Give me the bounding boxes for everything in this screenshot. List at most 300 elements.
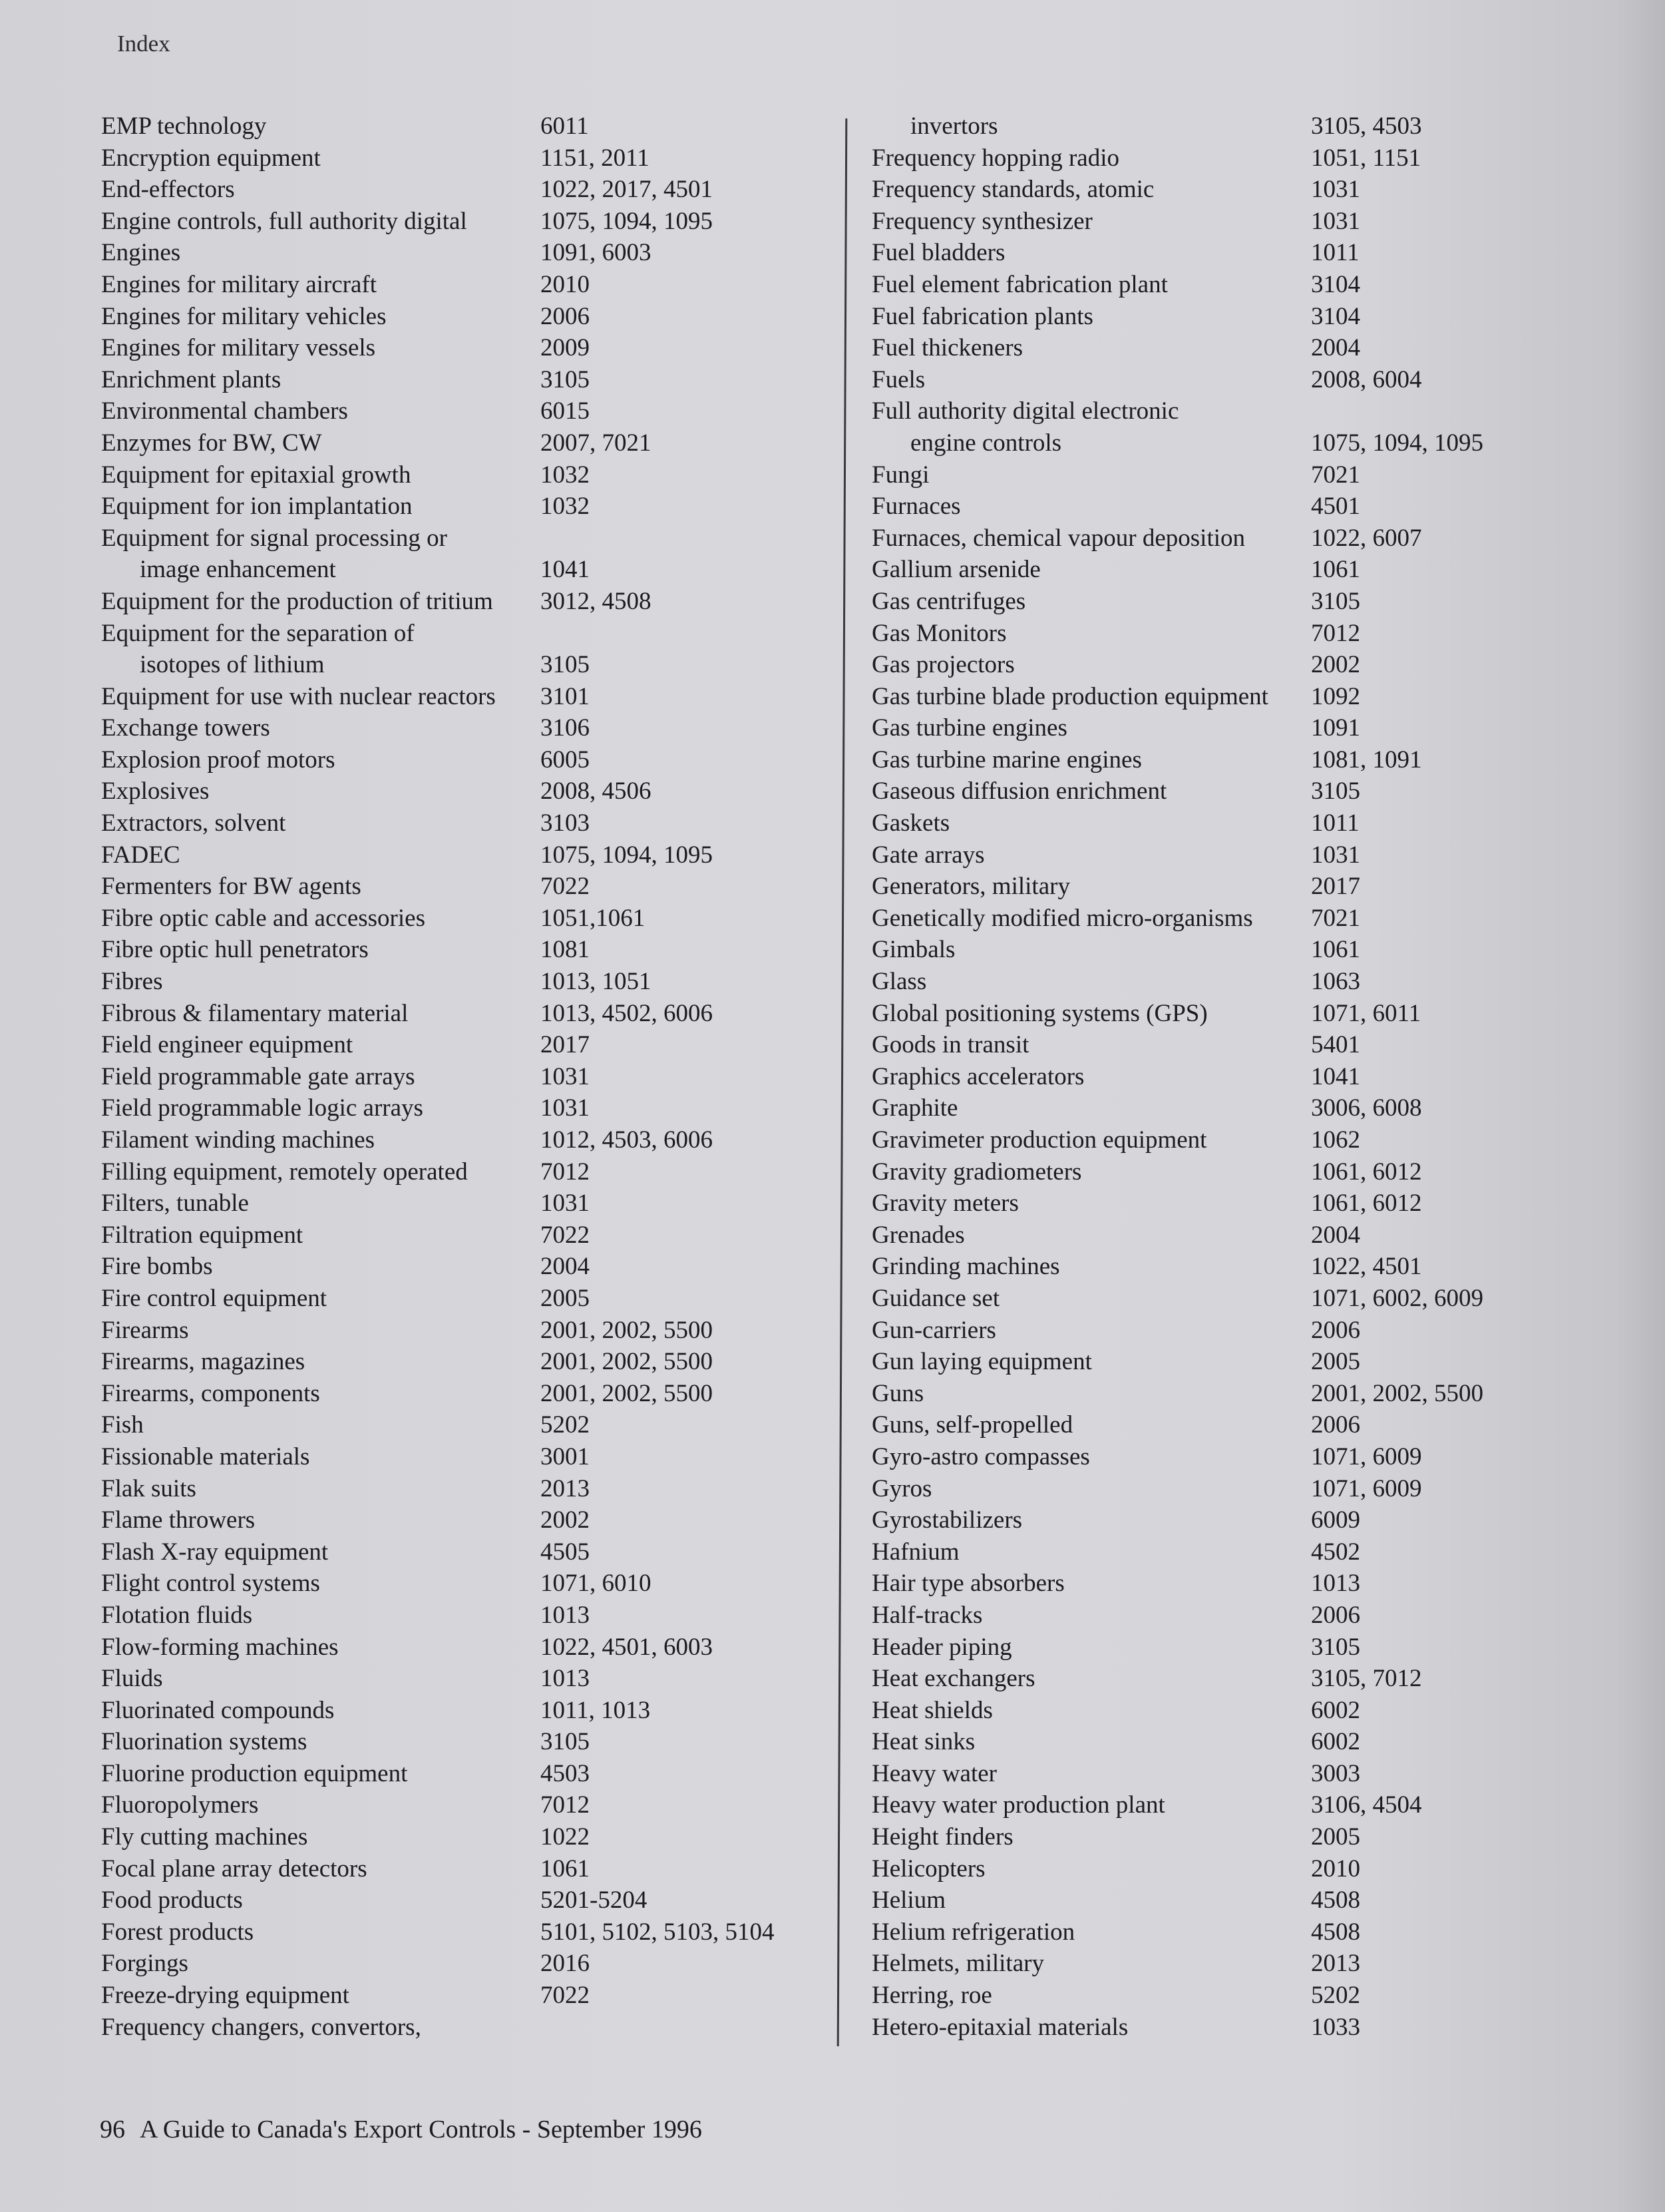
index-page-refs: 3105 xyxy=(1311,777,1360,805)
index-page-refs: 3001 xyxy=(540,1442,590,1470)
index-term-line: Engines for military vessels xyxy=(101,334,376,362)
index-term xyxy=(101,1219,303,1251)
index-term-line: Field engineer equipment xyxy=(101,1031,353,1059)
index-term-line: Filament winding machines xyxy=(101,1126,375,1154)
index-term xyxy=(872,1378,924,1410)
index-term-line: Gun-carriers xyxy=(872,1316,996,1344)
index-entry xyxy=(872,395,1590,459)
index-page-refs: 3106, 4504 xyxy=(1311,1791,1422,1819)
index-term xyxy=(101,1251,213,1283)
publication-title: A Guide to Canada's Export Controls - September 1996 xyxy=(140,2115,702,2143)
index-term-line: Hafnium xyxy=(872,1538,960,1566)
index-term-line: Grinding machines xyxy=(872,1253,1060,1281)
index-term xyxy=(872,1029,1029,1061)
index-page-refs: 1062 xyxy=(1311,1126,1360,1154)
index-term-line: Fibre optic hull penetrators xyxy=(101,936,369,964)
index-entry xyxy=(872,1409,1590,1441)
index-page-refs: 3105 xyxy=(540,651,590,679)
index-entry xyxy=(872,1821,1590,1853)
index-term-line: Equipment for the separation of xyxy=(101,619,415,647)
index-term xyxy=(101,269,377,301)
index-term-line: Enrichment plants xyxy=(101,365,281,393)
index-term xyxy=(872,364,925,396)
index-term-line: Gaseous diffusion enrichment xyxy=(872,777,1167,805)
index-term xyxy=(872,839,984,871)
index-entry xyxy=(101,1568,820,1600)
index-page-refs: 5101, 5102, 5103, 5104 xyxy=(540,1918,775,1946)
index-entry xyxy=(101,1346,820,1378)
index-page-refs: 6009 xyxy=(1311,1506,1360,1534)
index-entry xyxy=(101,1283,820,1315)
index-term-line: Fuel element fabrication plant xyxy=(872,270,1168,298)
index-term-line: Fluorine production equipment xyxy=(101,1759,408,1787)
index-term xyxy=(872,1346,1092,1378)
index-term-line: Flow-forming machines xyxy=(101,1633,339,1661)
index-page-refs: 1031 xyxy=(540,1094,590,1122)
index-page-refs: 1071, 6011 xyxy=(1311,999,1421,1027)
index-page-refs: 1013, 1051 xyxy=(540,968,651,996)
index-page-refs: 1071, 6002, 6009 xyxy=(1311,1284,1483,1312)
index-term xyxy=(101,1188,249,1219)
index-term-line: Equipment for signal processing or xyxy=(101,524,447,552)
index-term xyxy=(872,934,955,966)
index-entry xyxy=(872,1188,1590,1219)
index-entry xyxy=(101,1092,820,1124)
index-term-line: Gravity gradiometers xyxy=(872,1158,1082,1186)
index-page-refs: 1041 xyxy=(1311,1062,1360,1090)
index-page-refs: 3006, 6008 xyxy=(1311,1094,1422,1122)
index-entry xyxy=(101,206,820,238)
index-page-refs: 1051, 1151 xyxy=(1311,144,1421,172)
index-term-line: Helium refrigeration xyxy=(872,1918,1075,1946)
index-page-refs: 7012 xyxy=(540,1158,590,1186)
index-entry xyxy=(872,649,1590,681)
index-term-line: Flight control systems xyxy=(101,1570,320,1598)
index-entry xyxy=(101,903,820,935)
index-entry xyxy=(101,301,820,333)
index-entry xyxy=(101,1378,820,1410)
index-term xyxy=(872,174,1154,206)
index-term xyxy=(872,1315,996,1347)
index-term xyxy=(101,1378,320,1410)
index-entry xyxy=(872,237,1590,269)
index-page-refs: 1061 xyxy=(540,1855,590,1882)
index-entry xyxy=(872,206,1590,238)
index-term xyxy=(101,1092,423,1124)
index-term xyxy=(872,1916,1075,1948)
index-entry xyxy=(101,744,820,776)
index-term-line: Flotation fluids xyxy=(101,1601,253,1629)
index-entry xyxy=(872,1853,1590,1885)
index-term xyxy=(101,237,180,269)
index-page-refs: 1022, 2017, 4501 xyxy=(540,176,713,204)
index-entry xyxy=(872,1092,1590,1124)
index-term-line: Heat shields xyxy=(872,1696,993,1724)
index-term xyxy=(101,712,270,744)
page-footer xyxy=(100,2113,702,2145)
index-term xyxy=(101,1504,255,1536)
index-entry xyxy=(101,427,820,459)
index-page-refs: 3003 xyxy=(1311,1759,1360,1787)
index-term-line: Hetero-epitaxial materials xyxy=(872,2013,1129,2041)
index-entry xyxy=(872,1504,1590,1536)
index-term-line: Fluorinated compounds xyxy=(101,1696,335,1724)
index-term-line: Exchange towers xyxy=(101,714,270,742)
index-term-line: Full authority digital electronic xyxy=(872,397,1179,425)
index-entry xyxy=(101,1251,820,1283)
index-entry xyxy=(101,1980,820,2012)
index-page-refs: 3105 xyxy=(1311,587,1360,615)
index-term xyxy=(101,1124,375,1156)
index-term-line: Helicopters xyxy=(872,1855,986,1882)
index-term-line: Field programmable logic arrays xyxy=(101,1094,423,1122)
index-term xyxy=(101,1536,328,1568)
index-page-refs: 2005 xyxy=(1311,1823,1360,1851)
index-entry xyxy=(101,1695,820,1727)
index-page-refs: 7021 xyxy=(1311,904,1360,932)
index-entry xyxy=(872,903,1590,935)
index-term xyxy=(101,1695,334,1727)
index-page-refs: 1081 xyxy=(540,936,590,964)
index-page-refs: 1032 xyxy=(540,461,590,489)
index-term xyxy=(101,1156,468,1188)
index-entry xyxy=(872,554,1590,586)
index-entry xyxy=(101,1409,820,1441)
index-term-line: Fibre optic cable and accessories xyxy=(101,904,425,932)
index-term xyxy=(101,775,209,807)
index-entry xyxy=(872,1980,1590,2012)
index-term-line: Gas turbine engines xyxy=(872,714,1067,742)
index-term-line: Flak suits xyxy=(101,1474,196,1502)
index-term xyxy=(872,1663,1035,1695)
index-page-refs: 2004 xyxy=(540,1253,590,1281)
index-term-line: Explosives xyxy=(101,777,210,805)
index-page-refs: 1031 xyxy=(1311,207,1360,235)
index-entry xyxy=(101,1916,820,1948)
index-term xyxy=(101,1853,367,1885)
index-entry xyxy=(101,395,820,427)
index-entry xyxy=(101,807,820,839)
index-page-refs: 2006 xyxy=(540,302,590,330)
index-term-line: Equipment for use with nuclear reactors xyxy=(101,682,496,710)
index-term xyxy=(872,1853,986,1885)
index-page-refs: 4508 xyxy=(1311,1918,1360,1946)
index-page-refs: 2007, 7021 xyxy=(540,429,651,457)
index-entry xyxy=(101,586,820,618)
index-entry xyxy=(872,1632,1590,1663)
index-term-line: Gravity meters xyxy=(872,1190,1019,1217)
index-page-refs: 7022 xyxy=(540,1982,590,2010)
index-term-line: Herring, roe xyxy=(872,1982,992,2010)
index-term-line: Gaskets xyxy=(872,809,950,837)
index-term-line: Heavy water xyxy=(872,1759,997,1787)
index-term xyxy=(872,523,1245,554)
index-entry xyxy=(101,111,820,142)
index-term xyxy=(872,459,929,491)
index-term xyxy=(872,871,1070,903)
index-term xyxy=(872,1695,993,1727)
index-entry xyxy=(101,712,820,744)
index-page-refs: 1031 xyxy=(540,1062,590,1090)
index-page-refs: 2017 xyxy=(540,1031,590,1059)
index-term xyxy=(101,1789,258,1821)
index-term-line: Furnaces, chemical vapour deposition xyxy=(872,524,1245,552)
index-entry xyxy=(872,744,1590,776)
index-term xyxy=(101,1663,163,1695)
index-term-line: Forgings xyxy=(101,1950,188,1978)
index-entry xyxy=(872,269,1590,301)
index-term-line: Fluids xyxy=(101,1665,163,1693)
index-page-refs: 4505 xyxy=(540,1538,590,1566)
index-term-line: Fibres xyxy=(101,968,163,996)
index-page-refs: 2006 xyxy=(1311,1411,1360,1439)
index-page-refs: 2002 xyxy=(1311,651,1360,679)
running-header: Index xyxy=(117,31,170,57)
index-term-line: Gun laying equipment xyxy=(872,1348,1092,1376)
index-entry xyxy=(101,966,820,998)
index-term xyxy=(872,681,1268,713)
index-term xyxy=(101,364,281,396)
index-entry xyxy=(101,1315,820,1347)
index-term xyxy=(101,871,361,903)
index-page-refs: 1012, 4503, 6006 xyxy=(540,1126,713,1154)
index-entry xyxy=(872,1061,1590,1093)
index-page-refs: 1031 xyxy=(1311,176,1360,204)
index-page-refs: 1013 xyxy=(540,1601,590,1629)
index-term-line: Engine controls, full authority digital xyxy=(101,207,467,235)
index-entry xyxy=(101,1504,820,1536)
index-page-refs: 3103 xyxy=(540,809,590,837)
index-page-refs: 6002 xyxy=(1311,1728,1360,1756)
index-entry xyxy=(101,618,820,681)
index-term xyxy=(101,1029,353,1061)
index-term xyxy=(101,111,266,142)
index-term xyxy=(872,1441,1090,1473)
index-term xyxy=(101,681,496,713)
index-entry xyxy=(101,237,820,269)
index-term-line: Guns xyxy=(872,1379,924,1407)
index-term xyxy=(872,1061,1084,1093)
index-term xyxy=(872,1568,1065,1600)
index-term xyxy=(101,1409,144,1441)
index-entry xyxy=(872,1315,1590,1347)
index-term xyxy=(101,142,321,174)
index-term xyxy=(872,111,998,142)
index-term-line: FADEC xyxy=(101,841,180,869)
index-entry xyxy=(872,1219,1590,1251)
index-page-refs: 7022 xyxy=(540,1221,590,1249)
index-term xyxy=(101,1980,349,2012)
index-term-line: Frequency changers, convertors, xyxy=(101,2013,421,2041)
index-entry xyxy=(872,998,1590,1030)
index-page-refs: 2004 xyxy=(1311,334,1360,362)
index-term xyxy=(101,1346,305,1378)
index-entry xyxy=(872,1378,1590,1410)
index-entry xyxy=(101,1821,820,1853)
index-term xyxy=(872,1884,946,1916)
index-term xyxy=(872,1156,1081,1188)
index-page-refs: 4502 xyxy=(1311,1538,1360,1566)
index-entry xyxy=(872,364,1590,396)
index-term-line: invertors xyxy=(910,112,998,140)
index-term-line: Gas turbine blade production equipment xyxy=(872,682,1268,710)
index-term xyxy=(872,1536,960,1568)
index-term xyxy=(872,1758,997,1790)
index-term xyxy=(872,1188,1019,1219)
index-page-refs: 1051,1061 xyxy=(540,904,646,932)
index-entry xyxy=(872,459,1590,491)
index-term-continuation: isotopes of lithium xyxy=(140,651,325,679)
index-entry xyxy=(101,174,820,206)
index-entry xyxy=(101,839,820,871)
index-term-line: Encryption equipment xyxy=(101,144,321,172)
index-entry xyxy=(101,1188,820,1219)
index-entry xyxy=(872,1029,1590,1061)
index-page-refs: 1061 xyxy=(1311,556,1360,584)
index-entry xyxy=(101,1156,820,1188)
index-page-refs: 1075, 1094, 1095 xyxy=(540,207,713,235)
index-term xyxy=(872,618,1006,650)
index-term-line: Helium xyxy=(872,1886,946,1914)
index-term xyxy=(101,2012,421,2044)
index-page-refs: 2013 xyxy=(1311,1950,1360,1978)
index-page-refs: 1022 xyxy=(540,1823,590,1851)
index-term xyxy=(872,744,1142,776)
index-term-line: Environmental chambers xyxy=(101,397,348,425)
index-term-line: Equipment for epitaxial growth xyxy=(101,461,411,489)
index-term-line: Graphite xyxy=(872,1094,958,1122)
index-term-line: Equipment for the production of tritium xyxy=(101,587,493,615)
index-term-line: Flame throwers xyxy=(101,1506,256,1534)
index-entry xyxy=(101,523,820,586)
index-entry xyxy=(101,1600,820,1632)
index-term xyxy=(872,1948,1044,1980)
index-term xyxy=(101,1283,327,1315)
index-term xyxy=(101,839,180,871)
index-entry xyxy=(101,998,820,1030)
index-term xyxy=(872,2012,1128,2044)
index-term xyxy=(101,1758,407,1790)
index-entry xyxy=(872,1568,1590,1600)
index-page-refs: 1071, 6009 xyxy=(1311,1442,1422,1470)
index-term-line: Graphics accelerators xyxy=(872,1062,1085,1090)
index-term xyxy=(872,1409,1073,1441)
index-term xyxy=(872,807,950,839)
index-term xyxy=(872,491,961,523)
index-entry xyxy=(101,459,820,491)
index-term-line: Explosion proof motors xyxy=(101,746,335,774)
index-page-refs: 4501 xyxy=(1311,493,1360,521)
index-entry xyxy=(101,1124,820,1156)
index-term xyxy=(101,174,235,206)
index-term-line: Firearms xyxy=(101,1316,189,1344)
index-term-line: Equipment for ion implantation xyxy=(101,493,413,521)
index-term xyxy=(101,1441,309,1473)
index-term xyxy=(101,1632,339,1663)
index-entry xyxy=(101,1029,820,1061)
index-term-line: Fermenters for BW agents xyxy=(101,873,361,901)
index-entry xyxy=(872,712,1590,744)
index-entry xyxy=(101,934,820,966)
index-entry xyxy=(872,1441,1590,1473)
index-page-refs: 5401 xyxy=(1311,1031,1360,1059)
index-term xyxy=(101,1948,188,1980)
index-term-line: Engines for military vehicles xyxy=(101,302,387,330)
index-entry xyxy=(872,1536,1590,1568)
index-term-line: Fuel bladders xyxy=(872,239,1006,267)
index-term-line: Gas projectors xyxy=(872,651,1015,679)
index-term xyxy=(101,998,408,1030)
index-entry xyxy=(872,174,1590,206)
index-term-line: Gimbals xyxy=(872,936,956,964)
index-page-refs: 1013 xyxy=(1311,1570,1360,1598)
index-page-refs: 1011 xyxy=(1311,809,1360,837)
index-term xyxy=(101,903,425,935)
index-entry xyxy=(872,1346,1590,1378)
index-entry xyxy=(872,1283,1590,1315)
index-entry xyxy=(872,1663,1590,1695)
index-term xyxy=(872,903,1253,935)
index-term xyxy=(872,1980,992,2012)
index-term-line: Header piping xyxy=(872,1633,1012,1661)
index-page-refs: 2005 xyxy=(540,1284,590,1312)
index-entry xyxy=(101,1758,820,1790)
index-page-refs: 1032 xyxy=(540,493,590,521)
index-page-refs: 2010 xyxy=(1311,1855,1360,1882)
index-entry xyxy=(872,1916,1590,1948)
index-term-line: Gate arrays xyxy=(872,841,985,869)
index-term-continuation: image enhancement xyxy=(140,556,336,584)
index-entry xyxy=(872,1124,1590,1156)
index-term-line: Heat sinks xyxy=(872,1728,976,1756)
index-term-line: Height finders xyxy=(872,1823,1014,1851)
index-page-refs: 1151, 2011 xyxy=(540,144,649,172)
index-term-line: Frequency synthesizer xyxy=(872,207,1093,235)
index-entry xyxy=(872,142,1590,174)
index-term xyxy=(872,206,1093,238)
index-term xyxy=(872,712,1067,744)
index-term xyxy=(101,332,375,364)
index-term-line: Fuels xyxy=(872,365,926,393)
index-term-line: Fuel thickeners xyxy=(872,334,1023,362)
index-entry xyxy=(872,1473,1590,1505)
index-entry xyxy=(872,1789,1590,1821)
index-entry xyxy=(872,618,1590,650)
index-term-line: End-effectors xyxy=(101,176,235,204)
index-term-line: Food products xyxy=(101,1886,243,1914)
index-term-line: Engines xyxy=(101,239,181,267)
index-page-refs: 3106 xyxy=(540,714,590,742)
index-term xyxy=(101,459,411,491)
index-term xyxy=(101,1061,415,1093)
index-term xyxy=(101,491,413,523)
index-term-line: Filters, tunable xyxy=(101,1190,249,1217)
index-term xyxy=(872,301,1093,333)
index-term xyxy=(872,1219,965,1251)
index-page-refs: 1031 xyxy=(540,1190,590,1217)
index-page-refs: 6002 xyxy=(1311,1696,1360,1724)
column-divider xyxy=(837,118,848,2046)
index-entry xyxy=(872,871,1590,903)
index-term xyxy=(101,618,415,681)
index-page-refs: 5202 xyxy=(1311,1982,1360,2010)
index-page-refs: 3104 xyxy=(1311,270,1360,298)
index-page-refs: 6011 xyxy=(540,112,589,140)
index-page-refs: 1022, 4501 xyxy=(1311,1253,1422,1281)
index-entry xyxy=(872,523,1590,554)
index-entry xyxy=(872,1156,1590,1188)
index-term-line: Gravimeter production equipment xyxy=(872,1126,1207,1154)
